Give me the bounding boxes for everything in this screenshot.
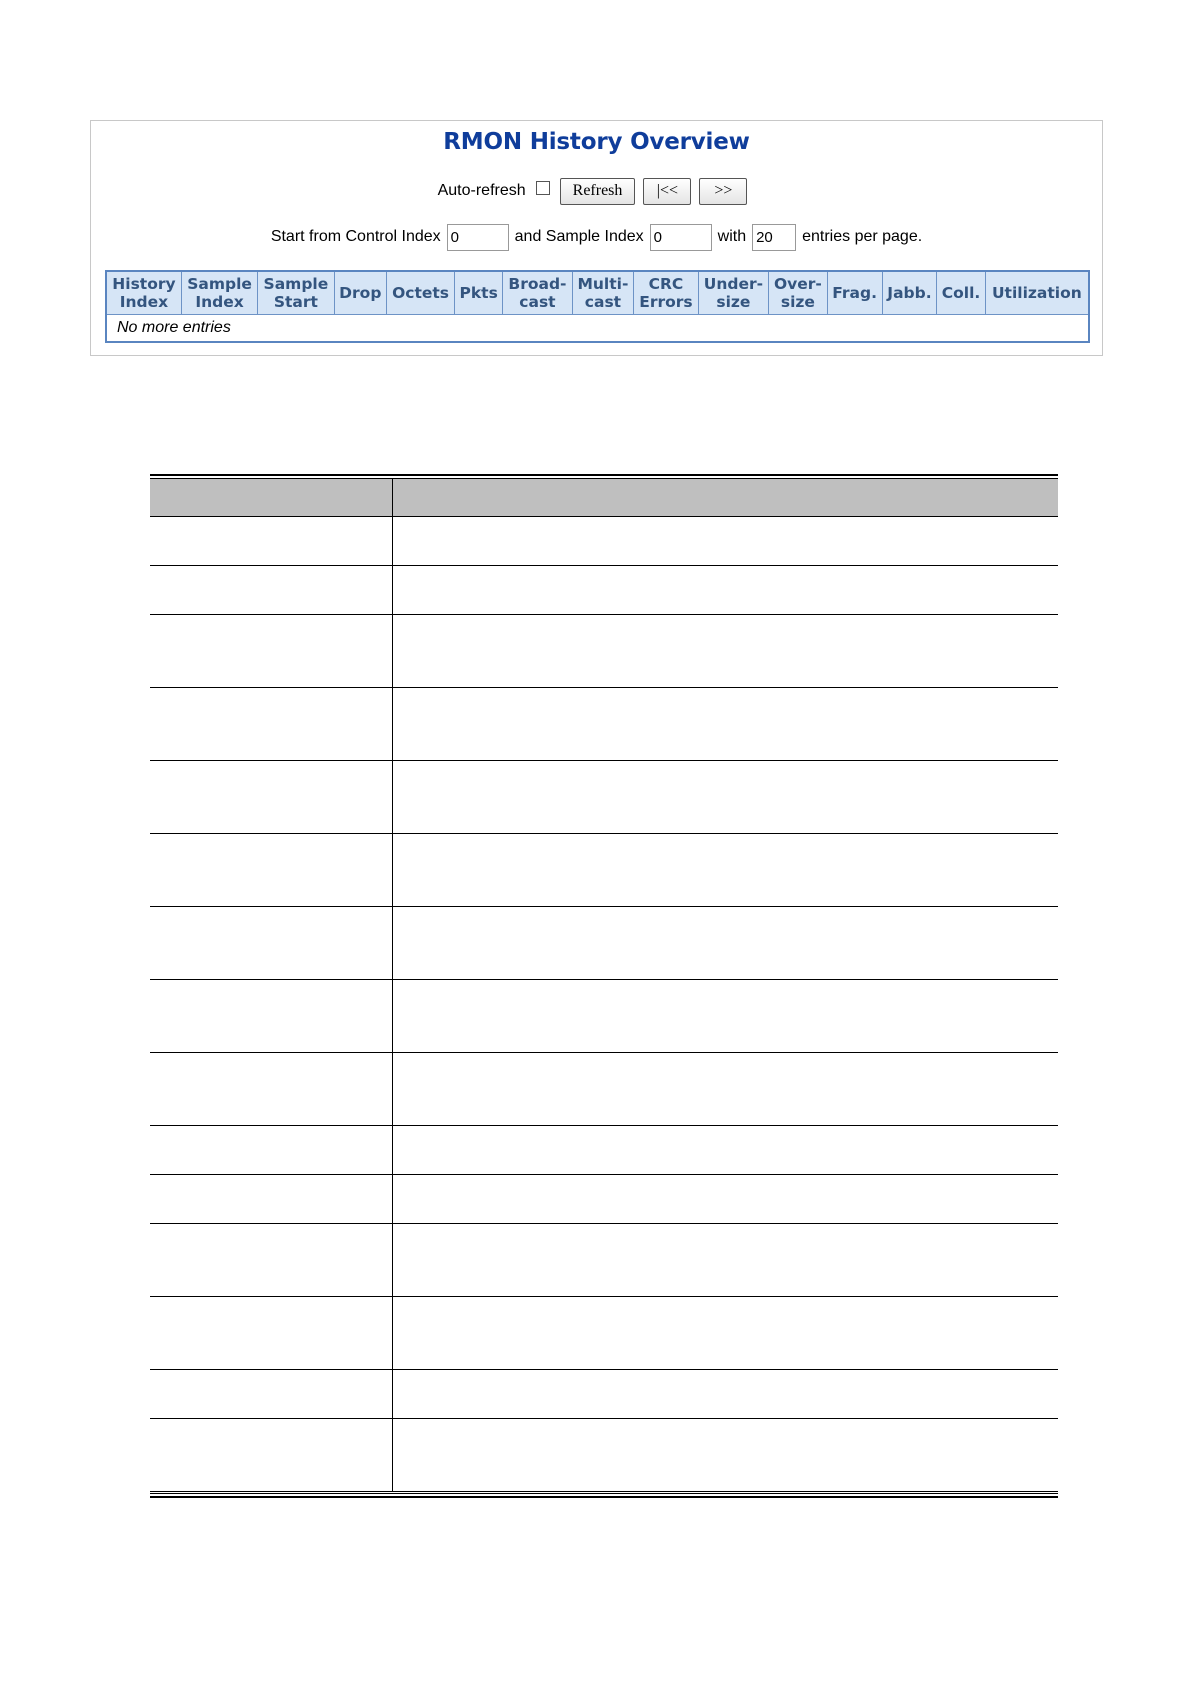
description-cell <box>392 516 1058 565</box>
column-header-line: Under- <box>703 275 764 293</box>
column-header-line: Broad- <box>508 275 567 293</box>
object-cell <box>150 1296 392 1369</box>
column-header <box>937 271 985 315</box>
table-row <box>150 565 1058 614</box>
column-header-line: Errors <box>639 293 693 311</box>
description-cell <box>392 979 1058 1052</box>
desc-header-object <box>150 479 392 516</box>
column-header <box>334 271 386 315</box>
column-header <box>827 271 882 315</box>
object-cell <box>150 1418 392 1491</box>
desc-table-bottom-rule <box>150 1493 1058 1494</box>
column-header-line: Multi- <box>577 275 629 293</box>
entries-per-page-label: entries per page. <box>802 228 923 245</box>
object-cell <box>150 1125 392 1174</box>
paging-row <box>91 222 1102 252</box>
object-cell <box>150 1223 392 1296</box>
refresh-button[interactable]: Refresh <box>560 178 636 205</box>
table-row <box>150 1223 1058 1296</box>
column-header <box>882 271 937 315</box>
column-header <box>503 271 572 315</box>
description-cell <box>392 614 1058 687</box>
column-header-line: Jabb. <box>887 284 932 302</box>
object-cell <box>150 1174 392 1223</box>
column-header <box>181 271 257 315</box>
table-row <box>150 614 1058 687</box>
table-row <box>150 833 1058 906</box>
column-header-line: CRC <box>648 275 684 293</box>
sample-index-input[interactable] <box>650 224 712 251</box>
object-cell <box>150 687 392 760</box>
table-row <box>150 1052 1058 1125</box>
desc-header-row <box>150 479 1058 516</box>
description-cell <box>392 687 1058 760</box>
column-header-line: Coll. <box>941 284 981 302</box>
desc-header-description <box>392 479 1058 516</box>
object-cell <box>150 979 392 1052</box>
object-cell <box>150 565 392 614</box>
table-row <box>150 1369 1058 1418</box>
description-cell <box>392 1052 1058 1125</box>
column-header <box>985 271 1089 315</box>
description-cell <box>392 1125 1058 1174</box>
column-header <box>455 271 503 315</box>
table-row <box>150 1418 1058 1491</box>
column-header-line: Sample <box>263 275 329 293</box>
column-header-line: Over- <box>773 275 822 293</box>
description-cell <box>392 1418 1058 1491</box>
description-cell <box>392 1174 1058 1223</box>
column-header-line: cast <box>519 293 556 311</box>
table-row <box>150 979 1058 1052</box>
rmon-history-table <box>105 270 1090 343</box>
column-header-line: size <box>716 293 751 311</box>
object-cell <box>150 1052 392 1125</box>
table-row <box>150 906 1058 979</box>
column-header-line: Sample <box>187 275 252 293</box>
column-header <box>634 271 698 315</box>
table-row <box>150 1174 1058 1223</box>
description-cell <box>392 906 1058 979</box>
description-cell <box>392 1223 1058 1296</box>
table-row <box>150 687 1058 760</box>
with-label: with <box>717 228 747 245</box>
page-title: RMON History Overview <box>443 129 750 155</box>
no-entries-cell: No more entries <box>106 315 1089 343</box>
start-control-label: Start from Control Index <box>270 228 441 245</box>
first-page-button[interactable]: |<< <box>643 178 691 205</box>
column-header-line: Drop <box>339 284 382 302</box>
control-index-input[interactable] <box>447 224 509 251</box>
auto-refresh-checkbox[interactable] <box>536 181 550 195</box>
next-page-button[interactable]: >> <box>699 178 747 205</box>
column-header-line: Index <box>195 293 244 311</box>
table-row <box>150 1125 1058 1174</box>
description-cell <box>392 1296 1058 1369</box>
column-header-line: Octets <box>392 284 449 302</box>
table-row <box>150 1296 1058 1369</box>
table-row <box>150 516 1058 565</box>
table-header-row <box>106 271 1089 315</box>
column-header-line: Frag. <box>832 284 877 302</box>
column-header-line: Start <box>273 293 318 311</box>
entries-per-page-input[interactable] <box>752 224 796 251</box>
auto-refresh-label: Auto-refresh <box>437 182 526 199</box>
column-header-line: Utilization <box>991 284 1082 302</box>
column-header-line: Index <box>119 293 169 311</box>
parameter-description-table <box>150 479 1058 1492</box>
table-row <box>106 315 1089 343</box>
column-header <box>769 271 827 315</box>
object-cell <box>150 614 392 687</box>
column-header <box>572 271 634 315</box>
column-header-line: size <box>780 293 815 311</box>
desc-table-top-rule <box>150 474 1058 476</box>
object-cell <box>150 760 392 833</box>
controls-row <box>91 176 1102 206</box>
object-cell <box>150 833 392 906</box>
table-row <box>150 760 1058 833</box>
object-cell <box>150 516 392 565</box>
rmon-history-panel <box>90 120 1103 356</box>
description-cell <box>392 1369 1058 1418</box>
column-header <box>387 271 455 315</box>
description-cell <box>392 565 1058 614</box>
column-header <box>258 271 334 315</box>
column-header-line: cast <box>584 293 622 311</box>
column-header-line: History <box>112 275 176 293</box>
description-cell <box>392 833 1058 906</box>
column-header-line: Pkts <box>459 284 498 302</box>
sample-index-label: and Sample Index <box>514 228 644 245</box>
object-cell <box>150 1369 392 1418</box>
column-header <box>698 271 769 315</box>
description-cell <box>392 760 1058 833</box>
object-cell <box>150 906 392 979</box>
desc-table-bottom-rule-outer <box>150 1496 1058 1498</box>
column-header <box>106 271 181 315</box>
